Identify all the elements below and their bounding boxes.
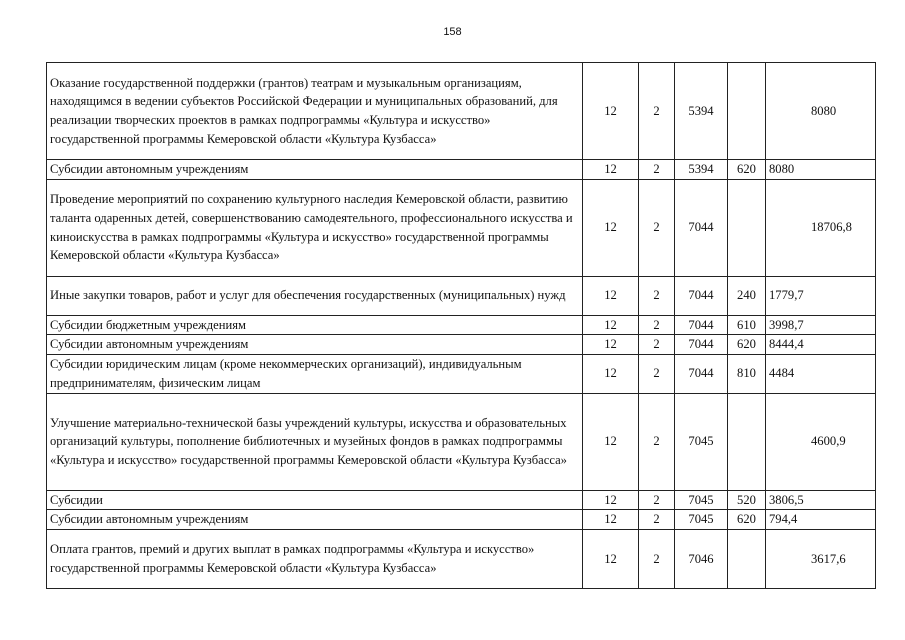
table-row [47, 160, 876, 180]
row-section: 12 [583, 510, 639, 530]
row-section: 12 [583, 335, 639, 355]
row-subsection: 2 [639, 160, 675, 180]
table-row [47, 315, 876, 335]
row-target-article: 5394 [675, 63, 728, 160]
row-description: Улучшение материально-технической базы учреждений культуры, искусства и образовательных организаций культуры, пополнение библиотечных и музейных фондов в рамках подпрограммы «Культура и искусство» государственной программы Кемеровской области «Культура Кузбасса» [47, 393, 583, 490]
row-expense-type: 620 [728, 510, 766, 530]
row-expense-type: 620 [728, 160, 766, 180]
row-section: 12 [583, 63, 639, 160]
row-description: Субсидии автономным учреждениям [47, 510, 583, 530]
table-row [47, 490, 876, 510]
table-row [47, 354, 876, 393]
row-target-article: 5394 [675, 160, 728, 180]
row-description: Субсидии автономным учреждениям [47, 160, 583, 180]
row-target-article: 7044 [675, 335, 728, 355]
row-subsection: 2 [639, 179, 675, 276]
row-description: Иные закупки товаров, работ и услуг для обеспечения государственных (муниципальных) нужд [47, 276, 583, 315]
row-description: Субсидии [47, 490, 583, 510]
row-section: 12 [583, 160, 639, 180]
row-subsection: 2 [639, 510, 675, 530]
row-target-article: 7044 [675, 315, 728, 335]
row-subsection: 2 [639, 354, 675, 393]
row-target-article: 7045 [675, 393, 728, 490]
row-amount: 8080 [766, 63, 876, 160]
row-expense-type [728, 393, 766, 490]
row-expense-type [728, 529, 766, 588]
row-subsection: 2 [639, 63, 675, 160]
row-target-article: 7044 [675, 276, 728, 315]
row-target-article: 7045 [675, 510, 728, 530]
table-row [47, 393, 876, 490]
row-amount: 8444,4 [766, 335, 876, 355]
row-expense-type: 620 [728, 335, 766, 355]
row-section: 12 [583, 179, 639, 276]
table-row [47, 63, 876, 160]
row-amount: 8080 [766, 160, 876, 180]
row-expense-type: 810 [728, 354, 766, 393]
row-expense-type [728, 179, 766, 276]
row-description: Оказание государственной поддержки (грантов) театрам и музыкальным организациям, находящимся в ведении субъектов Российской Федерации и муниципальных образований, для реализации творческих проектов в рамках подпрограммы «Культура и искусство» государственной программы Кемеровской области «Культура Кузбасса» [47, 63, 583, 160]
row-section: 12 [583, 529, 639, 588]
row-target-article: 7044 [675, 179, 728, 276]
row-description: Оплата грантов, премий и других выплат в рамках подпрограммы «Культура и искусство» государственной программы Кемеровской области «Культура Кузбасса» [47, 529, 583, 588]
row-section: 12 [583, 276, 639, 315]
row-expense-type: 240 [728, 276, 766, 315]
row-section: 12 [583, 490, 639, 510]
row-amount: 1779,7 [766, 276, 876, 315]
table-row [47, 510, 876, 530]
row-expense-type: 610 [728, 315, 766, 335]
row-subsection: 2 [639, 335, 675, 355]
row-subsection: 2 [639, 276, 675, 315]
row-amount: 3806,5 [766, 490, 876, 510]
row-subsection: 2 [639, 315, 675, 335]
table-row [47, 529, 876, 588]
row-amount: 794,4 [766, 510, 876, 530]
row-expense-type: 520 [728, 490, 766, 510]
row-amount: 18706,8 [766, 179, 876, 276]
row-amount: 3617,6 [766, 529, 876, 588]
table-row [47, 276, 876, 315]
table-row [47, 335, 876, 355]
row-expense-type [728, 63, 766, 160]
row-amount: 3998,7 [766, 315, 876, 335]
row-description: Субсидии юридическим лицам (кроме некоммерческих организаций), индивидуальным предпринимателям, физическим лицам [47, 354, 583, 393]
budget-table [46, 62, 876, 589]
row-subsection: 2 [639, 490, 675, 510]
row-description: Проведение мероприятий по сохранению культурного наследия Кемеровской области, развитию таланта одаренных детей, совершенствованию самодеятельного, профессионального искусства и киноискусства в рамках подпрограммы «Культура и искусство» государственной программы Кемеровской области «Культура Кузбасса» [47, 179, 583, 276]
row-section: 12 [583, 354, 639, 393]
row-section: 12 [583, 393, 639, 490]
row-target-article: 7045 [675, 490, 728, 510]
page-number: 158 [443, 26, 462, 38]
row-subsection: 2 [639, 529, 675, 588]
row-subsection: 2 [639, 393, 675, 490]
row-section: 12 [583, 315, 639, 335]
row-target-article: 7044 [675, 354, 728, 393]
row-amount: 4600,9 [766, 393, 876, 490]
row-description: Субсидии автономным учреждениям [47, 335, 583, 355]
budget-table-body [47, 63, 876, 589]
row-amount: 4484 [766, 354, 876, 393]
table-row [47, 179, 876, 276]
row-description: Субсидии бюджетным учреждениям [47, 315, 583, 335]
row-target-article: 7046 [675, 529, 728, 588]
